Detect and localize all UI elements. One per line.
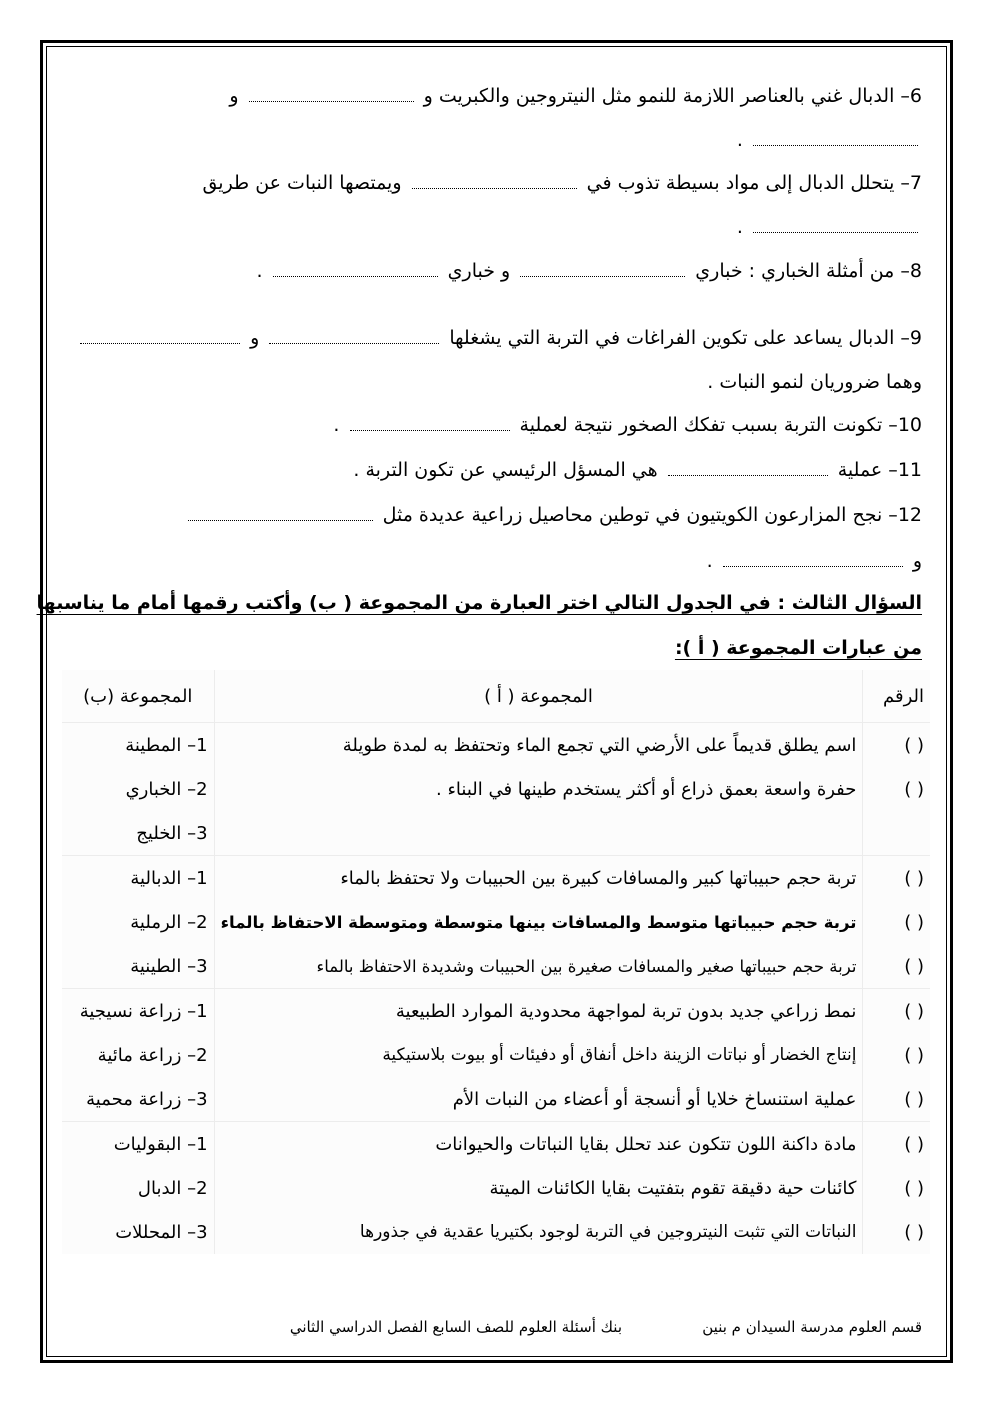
option-b: 1– البقوليات (62, 1122, 214, 1167)
statement-a: عملية استنساخ خلايا أو أنسجة أو أعضاء من النبات الأم (214, 1077, 863, 1122)
table-row (62, 1166, 930, 1210)
option-b: 2– الدبال (137, 1177, 208, 1199)
table-row (62, 723, 930, 768)
answer-blank[interactable] (188, 506, 373, 521)
answer-parentheses[interactable]: ( ) (904, 734, 924, 756)
question-8-end: . (256, 260, 263, 282)
question-10-text: 10– تكونت التربة بسبب تفكك الصخور نتيجة لعملية (519, 414, 922, 436)
question-6-and: و (229, 85, 239, 107)
question-12-and: و (912, 550, 922, 572)
matching-table (62, 670, 930, 1254)
statement-a (214, 811, 863, 856)
question-6-end: . (736, 129, 743, 151)
answer-blank[interactable] (753, 218, 918, 233)
question-7-cont (737, 215, 922, 239)
answer-parentheses[interactable]: ( ) (904, 1088, 924, 1110)
table-row (62, 1077, 930, 1122)
question-12 (184, 503, 922, 527)
question-10 (333, 413, 922, 437)
statement-a: النباتات التي تثبت النيتروجين في التربة لوجود بكتيريا عقدية في جذورها (214, 1210, 863, 1254)
statement-a: مادة داكنة اللون تتكون عند تحلل بقايا النباتات والحيوانات (214, 1122, 863, 1167)
option-b: 3– الطينية (130, 955, 208, 977)
answer-parentheses[interactable]: ( ) (904, 955, 924, 977)
statement-a: تربة حجم حبيباتها صغير والمسافات صغيرة بين الحبيبات وشديدة الاحتفاظ بالماء (214, 944, 863, 989)
question-9-cont (707, 370, 922, 394)
option-b: 1– زراعة نسيجية (62, 989, 214, 1034)
question-6-cont (737, 128, 922, 152)
option-b: 2– الخباري (125, 778, 208, 800)
table-header (62, 670, 930, 723)
answer-blank[interactable] (412, 174, 577, 189)
question-6 (229, 84, 922, 108)
question-6-text: 6– الدبال غني بالعناصر اللازمة للنمو مثل النيتروجين والكبريت و (423, 85, 922, 107)
answer-parentheses[interactable]: ( ) (904, 867, 924, 889)
statement-a: إنتاج الخضار أو نباتات الزينة داخل أنفاق أو دفيئات أو بيوت بلاستيكية (214, 1033, 863, 1077)
answer-parentheses[interactable]: ( ) (904, 1177, 924, 1199)
option-b: 1– المطينة (125, 734, 208, 756)
statement-a: كائنات حية دقيقة تقوم بتفتيت بقايا الكائنات الميتة (214, 1166, 863, 1210)
answer-blank[interactable] (723, 552, 903, 567)
footer-department: قسم العلوم مدرسة السيدان م بنين (702, 1318, 922, 1336)
footer-title: بنك أسئلة العلوم للصف السابع الفصل الدراسي الثاني (289, 1318, 622, 1336)
option-b: 2– الرملية (130, 911, 208, 933)
answer-blank[interactable] (520, 262, 685, 277)
header-group-a: المجموعة ( أ ) (214, 670, 863, 723)
table-row (62, 989, 930, 1034)
option-b: 3– زراعة محمية (86, 1088, 208, 1110)
statement-a: حفرة واسعة بعمق ذراع أو أكثر يستخدم طينها في البناء . (214, 767, 863, 811)
question-12-text: 12– نجح المزارعون الكويتيون في توطين محاصيل زراعية عديدة مثل (382, 504, 922, 526)
option-b: 1– الدبالية (62, 856, 214, 901)
statement-a: تربة حجم حبيباتها متوسط والمسافات بينها متوسطة ومتوسطة الاحتفاظ بالماء (214, 900, 863, 944)
answer-parentheses[interactable]: ( ) (904, 1044, 924, 1066)
answer-parentheses[interactable]: ( ) (904, 911, 924, 933)
question-11 (353, 458, 922, 482)
answer-blank[interactable] (668, 461, 828, 476)
header-number: الرقم (863, 670, 930, 723)
question-8 (257, 259, 922, 283)
question-3-subtitle: من عبارات المجموعة ( أ ): (674, 637, 922, 659)
table-row (62, 900, 930, 944)
table-row (62, 811, 930, 856)
statement-a: اسم يطلق قديماً على الأرضي التي تجمع الماء وتحتفظ به لمدة طويلة (214, 723, 863, 768)
question-7-end: . (736, 216, 743, 238)
question-9-text: 9– الدبال يساعد على تكوين الفراغات في التربة التي يشغلها (449, 327, 922, 349)
question-11-text-2: هي المسؤل الرئيسي عن تكون التربة . (353, 459, 658, 481)
table-row (62, 767, 930, 811)
table-row (62, 944, 930, 989)
question-8-text: 8– من أمثلة الخباري : خباري (695, 260, 922, 282)
answer-blank[interactable] (753, 131, 918, 146)
answer-blank[interactable] (80, 329, 240, 344)
answer-blank[interactable] (273, 262, 438, 277)
option-b: 3– الخليج (136, 822, 208, 844)
answer-parentheses[interactable]: ( ) (904, 778, 924, 800)
question-8-text-2: و خباري (447, 260, 511, 282)
answer-blank[interactable] (249, 87, 414, 102)
table-row (62, 1122, 930, 1167)
answer-parentheses[interactable]: ( ) (904, 1221, 924, 1243)
question-9-and: و (250, 327, 260, 349)
question-9-end: وهما ضروريان لنمو النبات . (707, 371, 922, 393)
question-9 (76, 326, 922, 350)
question-7-text-2: ويمتصها النبات عن طريق (202, 172, 402, 194)
statement-a: تربة حجم حبيباتها كبير والمسافات كبيرة بين الحبيبات ولا تحتفظ بالماء (214, 856, 863, 901)
question-12-end: . (706, 550, 713, 572)
answer-blank[interactable] (269, 329, 439, 344)
option-b: 2– زراعة مائية (97, 1044, 208, 1066)
answer-parentheses[interactable]: ( ) (904, 1000, 924, 1022)
option-b: 3– المحللات (115, 1221, 208, 1243)
question-7-text: 7– يتحلل الدبال إلى مواد بسيطة تذوب في (586, 172, 922, 194)
statement-a: نمط زراعي جديد بدون تربة لمواجهة محدودية الموارد الطبيعية (214, 989, 863, 1034)
table-row (62, 1033, 930, 1077)
table-row (62, 1210, 930, 1254)
table-row (62, 856, 930, 901)
question-3-title: السؤال الثالث : في الجدول التالي اختر العبارة من المجموعة ( ب) وأكتب رقمها أمام ما يناسبها (36, 592, 922, 614)
question-11-text: 11– عملية (837, 459, 922, 481)
question-10-end: . (333, 414, 340, 436)
header-group-b: المجموعة (ب) (62, 670, 214, 723)
answer-blank[interactable] (350, 416, 510, 431)
question-7 (202, 171, 922, 195)
question-12-cont (707, 549, 922, 573)
answer-parentheses[interactable]: ( ) (904, 1133, 924, 1155)
